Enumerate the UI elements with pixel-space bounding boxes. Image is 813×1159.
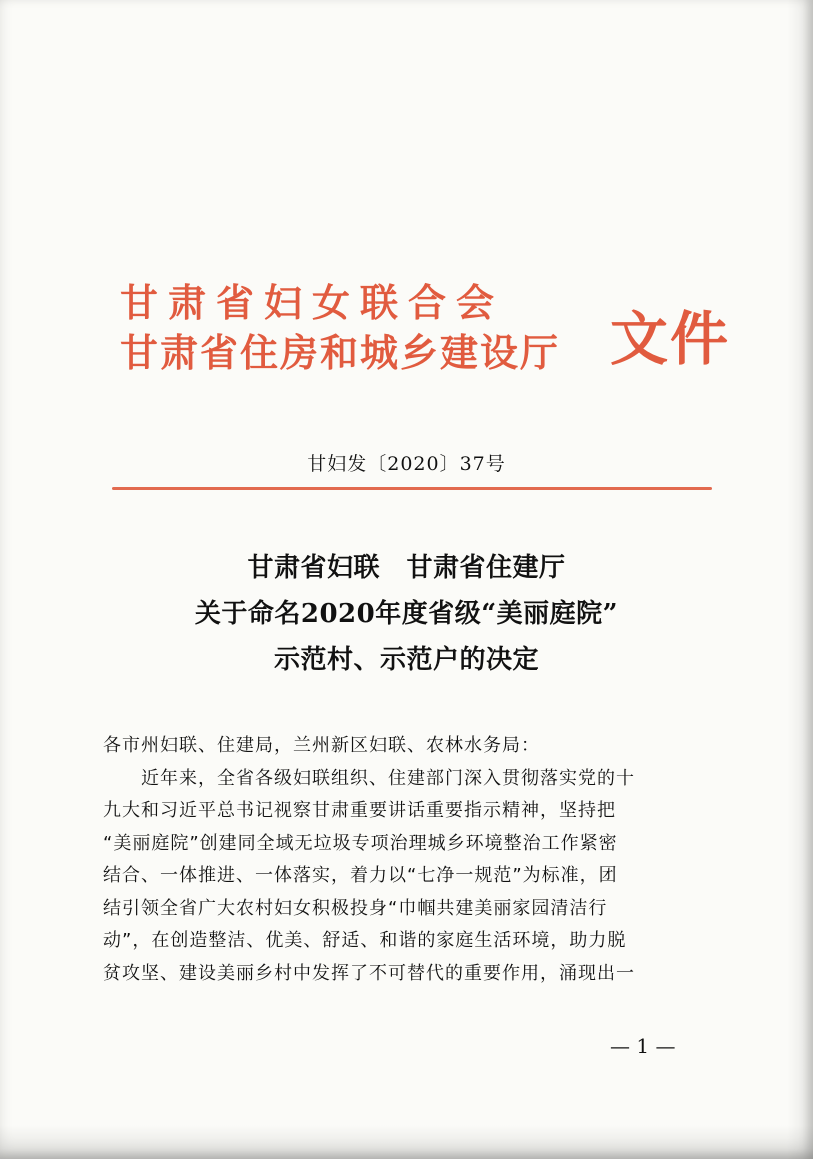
body-line: 动”，在创造整洁、优美、舒适、和谐的家庭生活环境，助力脱	[103, 930, 627, 951]
document-label: 文件	[610, 305, 731, 373]
issuer-housing-department: 甘肃省住房和城乡建设厅	[120, 330, 561, 375]
body-line: 近年来，全省各级妇联组织、住建部门深入贯彻落实党的十	[141, 767, 635, 789]
body-line: 贫攻坚、建设美丽乡村中发挥了不可替代的重要作用，涌现出一	[103, 962, 635, 984]
body-line: “美丽庭院”创建同全域无垃圾专项治理城乡环境整治工作紧密	[103, 832, 618, 854]
body-line: 结合、一体推进、一体落实，着力以“七净一规范”为标准，团	[103, 865, 618, 886]
document-body	[103, 730, 733, 990]
issuer-womens-federation: 甘肃省妇女联合会	[120, 280, 505, 325]
title-line-3: 示范村、示范户的决定	[273, 645, 539, 675]
salutation: 各市州妇联、住建局，兰州新区妇联、农林水务局：	[103, 735, 540, 756]
issuing-organizations	[120, 278, 590, 378]
title-line-1: 甘肃省妇联 甘肃省住建厅	[247, 553, 566, 583]
title-line-2: 关于命名2020年度省级“美丽庭院”	[194, 599, 619, 629]
body-line: 九大和习近平总书记视察甘肃重要讲话重要指示精神，坚持把	[103, 800, 616, 821]
document-title	[0, 545, 813, 683]
body-line: 结引领全省广大农村妇女积极投身“巾帼共建美丽家园清洁行	[103, 897, 608, 919]
page-number: — 1 —	[610, 1034, 676, 1058]
paper-edge-shadow-bottom	[0, 1125, 813, 1159]
document-number: 甘妇发〔2020〕37号	[307, 453, 506, 475]
red-divider-line	[112, 487, 712, 490]
red-header	[120, 278, 740, 408]
